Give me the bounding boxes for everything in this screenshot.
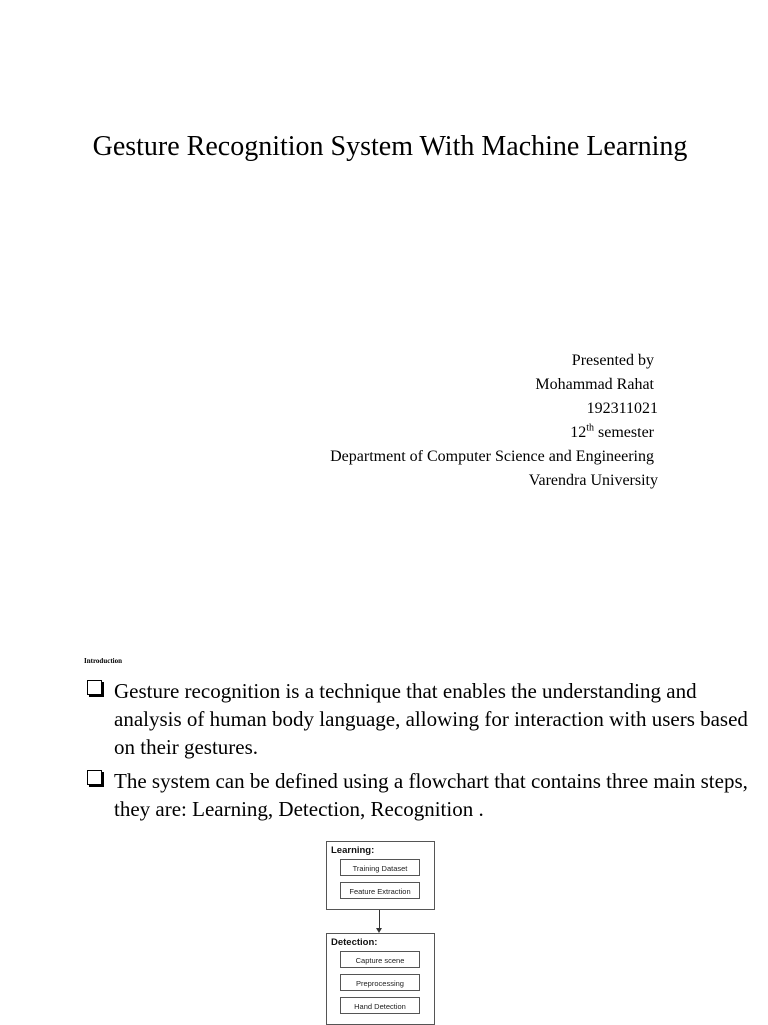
department: Department of Computer Science and Engineering [330, 448, 654, 465]
semester [200, 421, 658, 445]
learning-box [326, 841, 435, 910]
checkbox-bullet-icon [87, 770, 102, 785]
bullet-text: The system can be defined using a flowchart that contains three main steps, they are: Learning, Detection, Recognition . [114, 769, 748, 821]
detection-box [326, 933, 435, 1025]
flow-step-preprocessing: Preprocessing [340, 974, 420, 991]
bullet-list [86, 677, 762, 829]
flow-step-capture-scene: Capture scene [340, 951, 420, 968]
flow-step-hand-detection: Hand Detection [340, 997, 420, 1014]
presented-by-label: Presented by [571, 352, 654, 369]
checkbox-bullet-icon [87, 680, 102, 695]
flow-step-training-dataset: Training Dataset [340, 859, 420, 876]
learning-title: Learning: [331, 845, 375, 856]
flow-step-feature-extraction: Feature Extraction [340, 882, 420, 899]
student-id: 192311021 [586, 400, 658, 417]
section-label: Introduction [84, 657, 122, 665]
university: Varendra University [528, 472, 658, 489]
detection-title: Detection: [331, 937, 378, 948]
bullet-text: Gesture recognition is a technique that enables the understanding and analysis of human body language, allowing for interaction with users based on their gestures. [114, 679, 748, 759]
bullet-item [86, 677, 762, 761]
semester-word: semester [594, 424, 654, 441]
semester-number: 12 [570, 424, 587, 441]
down-arrow-icon [326, 910, 435, 933]
semester-suffix: th [586, 422, 595, 434]
flowchart [326, 841, 436, 1025]
presenter-name: Mohammad Rahat [535, 376, 654, 393]
presentation-title: Gesture Recognition System With Machine Learning [92, 131, 688, 162]
presenter-info [200, 349, 658, 493]
bullet-item [86, 767, 762, 823]
